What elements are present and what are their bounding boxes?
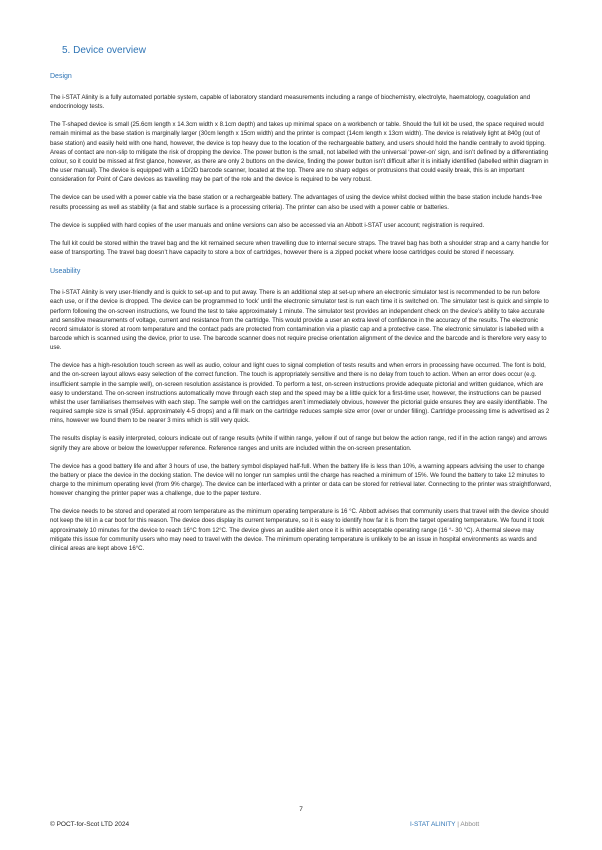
design-paragraph: The T-shaped device is small (25.6cm length x 14.3cm width x 8.1cm depth) and takes up minimal space on a workbench or table. Should the full kit be used, the space required would remain minimal as the base station is marginally larger (30cm length x 15cm width) and the printer is compact (14cm length x 13cm width). The device is relatively light at 840g (out of base station) and easily held with one hand, however, the device is top heavy due to the location of the rechargeable battery, and users should hold the handle centrally to avoid tipping. Areas of contact are non-slip to mitigate the risk of dropping the device. The power button is the small, not labelled with the universal ‘power-on’ sign, and isn’t defined by a differentiating colour, so it could be missed at first glance, however, as there are only 2 buttons on the device, finding the power button isn’t difficult after it is initially identified (labelled within diagram in the user manual). The device is equipped with a 1D/2D barcode scanner, located at the top. There are no sharp edges or protrusions that could easily break, this is an important consideration for Point of Care devices as travelling may be part of the role and the device is required to be very robust. [50, 121, 549, 184]
manufacturer-name: Abbott [460, 821, 480, 828]
useability-paragraph: The results display is easily interpreted, colours indicate out of range results (white if within range, yellow if out of range but below the action range, red if in the action range) and arrows signify they are above or below the lower/upper reference. Reference ranges and units are included within the on-screen presentation. [50, 435, 547, 452]
brand-separator: | [457, 821, 459, 828]
design-paragraph: The device is supplied with hard copies of the user manuals and online versions can also be accessed via an Abbott i-STAT user account; registration is required. [50, 221, 485, 229]
useability-paragraph: The device needs to be stored and operated at room temperature as the minimum operating temperature is 16 °C. Abbott advises that community users that travel with the device should not keep the kit in a car boot for this reason. The device does display its current temperature, so it is easy to identify how far it is from the target operating temperature. We found it took approximately 10 minutes for the device to reach 16°C from 12°C. The device gives an audible alert once it is within acceptable operating range (16 °- 30 °C). A thermal sleeve may mitigate this issue for community users who may need to travel with the device. The minimum operating temperature is unlikely to be an issue in hospital environments as wards and clinical areas are kept above 16°C. [50, 508, 549, 552]
design-paragraph: The device can be used with a power cable via the base station or a rechargeable battery. The advantages of using the device whilst docked within the base station include hands-free results processing as well as stability (a flat and stable surface is a processing criteria). The printer can also be used with a power cable or batteries. [50, 194, 542, 211]
useability-paragraph: The device has a high-resolution touch screen as well as audio, colour and light cues to signal completion of tests results and when errors in processing have occurred. The font is bold, and the on-screen layout allows easy selection of the correct function. The touch is appropriately sensitive and there is no delay from touch to action. When an error does occur (e.g. insufficient sample in the sample well), on-screen resolution assistance is provided. To perform a test, on-screen instructions provide adequate pictorial and written guidance, which are easy to understand. The on-screen instructions automatically move through each step and the speed may be a little quick for a first-time user, however, the instructions can be paused whilst the user familiarises themselves with each step. The sample well on the cartridges aren’t immediately obvious, however the pictorial guide ensures they are easily identifiable. The required sample size is small (95ul. approximately 4-5 drops) and a fill mark on the cartridge reduces sample size error (over or under filling). Cartridge processing time is advertised as 2 mins, however we found them to be nearer 3 mins which is still very quick. [50, 362, 550, 425]
useability-paragraph: The device has a good battery life and after 3 hours of use, the battery symbol displayed half-full. When the battery life is less than 10%, a warning appears advising the user to change the battery or place the device in the docking station. The device will no longer run samples until the charge has reached a minimum of 15%. We found the battery to take 12 minutes to charge to the minimum operating level (from 9% charge). The device can be interfaced with a printer or data can be stored for retrieval later. Connecting to the printer was straightforward, however changing the printer paper was a challenge, due to the paper texture. [50, 462, 552, 498]
design-paragraph: The full kit could be stored within the travel bag and the kit remained secure when travelling due to internal secure straps. The travel bag has both a shoulder strap and a carry handle for ease of transporting. The travel bag doesn’t have capacity to store a box of cartridges, however there is a zipped pocket where loose cartridges could be stored if necessary. [50, 239, 549, 257]
useability-heading: Useability [50, 268, 81, 276]
useability-paragraph: The i-STAT Alinity is very user-friendly and is quick to set-up and to put away. There is an additional step at set-up where an electronic simulator test is recommended to be run before each use, or if the device is dropped. The device can be programmed to ‘lock’ until the electronic simulator test is run each time it is switched on. The simulator test is quick and simple to perform following the on-screen instructions, we found the test to take approximately 1 minute. The simulator test provides an independent check on the device’s ability to take accurate and sensitive measurements of voltage, current and resistance from the cartridge. This would provide a user an extra level of confidence in the accuracy of the results. The electronic record simulator is stored at room temperature and the contact pads are protected from contamination via a plastic cap and a protective case. The electronic simulator is labelled with a barcode which is scanned using the device, prior to use. The barcode scanner does not require precise orientation alignment of the device and the barcode and is therefore very easy to use. [50, 289, 549, 352]
design-heading: Design [50, 73, 72, 80]
section-title: 5. Device overview [62, 45, 146, 56]
footer-brand [410, 821, 479, 828]
page-body [50, 44, 554, 553]
design-paragraph: The i-STAT Alinity is a fully automated portable system, capable of laboratory standard measurements including a range of biochemistry, electrolyte, haematology, coagulation and endocrinology tests. [50, 94, 531, 111]
product-name: I-STAT ALINITY [410, 821, 456, 828]
copyright-notice: © POCT-for-Scot LTD 2024 [50, 821, 130, 828]
page-number: 7 [299, 806, 303, 813]
